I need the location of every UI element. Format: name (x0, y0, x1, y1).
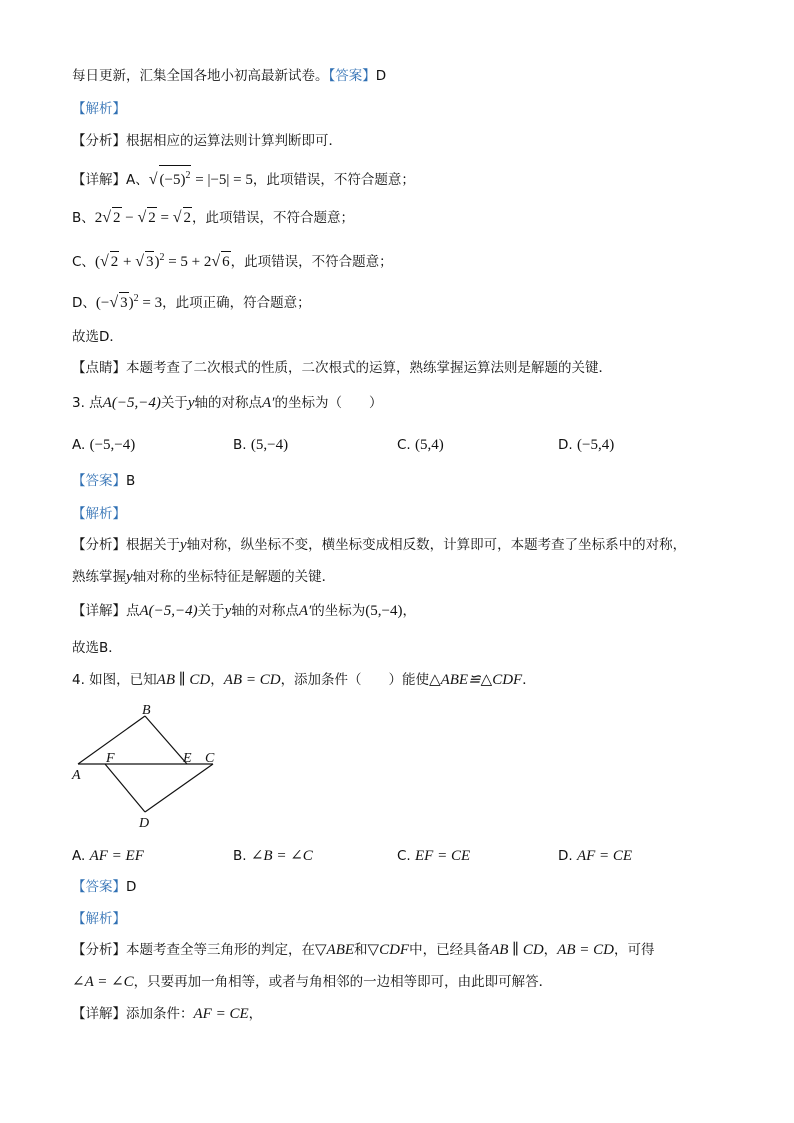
q4-stem (72, 670, 536, 690)
formula-b: 2√ 2 − √ 2 = √ 2 (94, 209, 192, 226)
dianjing-text: 本题考查了二次根式的性质，二次根式的运算，熟练掌握运算法则是解题的关键． (126, 360, 612, 376)
formula-b-note: ，此项错误，不符合题意； (192, 210, 355, 226)
formula-a: √ $(-5)^2 = |-5| = 5$ (149, 172, 253, 188)
q3-stem (72, 393, 382, 413)
triangle-cdf: ▽CDF (367, 942, 410, 958)
option-value: ∠B = ∠C (250, 848, 313, 864)
formula-a-note: ，此项错误，不符合题意； (252, 172, 415, 188)
geometry-figure (70, 700, 230, 830)
q3-option-c[interactable] (397, 435, 444, 455)
xiangjie-tag: 【详解】 (72, 1006, 126, 1022)
segment-fd (105, 764, 145, 812)
option-label: B. (233, 848, 247, 864)
fenxi-text: 根据关于 (126, 537, 180, 553)
q4-text: ． (522, 672, 536, 688)
header-text: 每日更新，汇集全国各地小初高最新试卷。 (72, 68, 329, 84)
fenxi-text: 中，已经具备 (409, 942, 491, 958)
xiangjie-text: 点 (126, 603, 140, 619)
fenxi-text: 和 (354, 942, 368, 958)
q4-option-b[interactable] (233, 846, 313, 866)
header-line (72, 66, 386, 86)
q3-xiangjie-line (72, 601, 416, 621)
segment-be (145, 716, 187, 764)
q4-xiangjie-line (72, 1004, 262, 1024)
axis-y: y (126, 569, 133, 585)
fenxi-text: ， (543, 942, 558, 958)
option-value: (−5,−4) (89, 437, 136, 453)
fenxi-line (72, 131, 342, 151)
q4-number: 4. 如图，已知 (72, 672, 157, 688)
option-label: D、 (72, 295, 96, 311)
q3-answer-line (72, 471, 135, 491)
option-value: (5,4) (415, 437, 444, 453)
angle-condition: ∠A = ∠C (72, 974, 134, 990)
q4-answer-line (72, 877, 136, 897)
option-label: C. (397, 848, 411, 864)
formula-c-note: ，此项错误，不符合题意； (230, 254, 393, 270)
xiangjie-d-line (72, 289, 311, 313)
jiexi-heading: 【解析】 (72, 911, 126, 927)
option-label: A. (72, 437, 86, 453)
fenxi-tag: 【分析】 (72, 537, 126, 553)
q3-point2: A′ (298, 603, 312, 619)
answer-value: D (126, 879, 137, 895)
q4-option-a[interactable] (72, 846, 144, 866)
q4-option-d[interactable] (558, 846, 632, 866)
q3-option-d[interactable] (558, 435, 614, 455)
option-value: (5,−4) (250, 437, 289, 453)
axis-y: y (180, 537, 187, 553)
added-condition: AF = CE (193, 1006, 249, 1022)
formula-d-note: ，此项正确，符合题意； (162, 295, 311, 311)
fenxi-text: 本题考查全等三角形的判定，在 (126, 942, 315, 958)
option-value: AF = EF (89, 848, 144, 864)
condition: AB ∥ CD (490, 942, 544, 958)
result-value: (5,−4) (365, 603, 403, 619)
q4-fenxi-line1 (72, 940, 654, 960)
q4-condition: AB = CD (223, 672, 281, 688)
condition: AB = CD (557, 942, 614, 958)
answer-value: B (126, 473, 136, 489)
xiangjie-text: ， (402, 603, 416, 619)
fenxi-text: 轴对称的坐标特征是解题的关键． (132, 569, 336, 585)
option-label: D. (558, 437, 573, 453)
option-label: B. (233, 437, 247, 453)
fenxi-text: ，可得 (613, 942, 655, 958)
q3-text: 的坐标为（ ） (274, 395, 383, 411)
answer-tag: 【答案】 (72, 473, 126, 489)
fenxi-tag: 【分析】 (72, 942, 126, 958)
xiangjie-a-line (72, 165, 415, 190)
label-f: F (106, 751, 115, 766)
q3-option-b[interactable] (233, 435, 288, 455)
q3-number: 3. 点 (72, 395, 103, 411)
q4-fenxi-line2 (72, 972, 552, 992)
label-c: C (205, 751, 215, 766)
q3-text: 轴的对称点 (194, 395, 262, 411)
option-label: D. (558, 848, 573, 864)
dianjing-tag: 【点睛】 (72, 360, 126, 376)
q4-text: ，添加条件（ ）能使 (280, 672, 430, 688)
xiangjie-text: 关于 (197, 603, 225, 619)
xiangjie-text: 添加条件： (126, 1006, 194, 1022)
fenxi-text: 熟练掌握 (72, 569, 126, 585)
fenxi-text: 根据相应的运算法则计算判断即可． (126, 133, 342, 149)
option-label: A、 (126, 172, 149, 188)
q3-point: A(−5,−4) (102, 395, 161, 411)
xiangjie-c-line (72, 248, 393, 272)
xiangjie-text: 的坐标为 (311, 603, 366, 619)
xiangjie-b-line (72, 207, 354, 228)
answer-value: D (375, 68, 387, 84)
label-b: B (142, 703, 151, 718)
answer-tag: 【答案】 (72, 879, 126, 895)
dianjing-line (72, 358, 612, 378)
label-e: E (183, 751, 192, 766)
option-value: (−5,4) (576, 437, 615, 453)
option-value: EF = CE (415, 848, 471, 864)
label-d: D (139, 816, 150, 830)
label-a: A (72, 768, 81, 783)
option-label: A. (72, 848, 86, 864)
q4-goal: △ABE≌△CDF (429, 672, 523, 688)
formula-d: (−√ 3)$^2$ = 3 (95, 293, 163, 311)
q3-point2: A′ (262, 395, 275, 411)
conclusion: 故选B． (72, 640, 122, 656)
q3-axis: y (187, 395, 195, 411)
triangle-abe: ▽ABE (315, 942, 355, 958)
segment-dc (145, 764, 213, 812)
q3-point: A(−5,−4) (139, 603, 198, 619)
q3-fenxi-line2 (72, 567, 335, 587)
option-label: C. (397, 437, 411, 453)
jiexi-heading: 【解析】 (72, 506, 126, 522)
fenxi-tag: 【分析】 (72, 133, 126, 149)
xiangjie-tag: 【详解】 (72, 603, 126, 619)
option-label: C、 (72, 254, 95, 270)
fenxi-text: ，只要再加一角相等，或者与角相邻的一边相等即可，由此即可解答． (133, 974, 553, 990)
conclusion: 故选D． (72, 329, 123, 345)
answer-tag: 【答案】 (328, 68, 376, 84)
q4-option-c[interactable] (397, 846, 470, 866)
q3-fenxi-line1 (72, 535, 686, 555)
jiexi-heading: 【解析】 (72, 101, 126, 117)
xiangjie-tag: 【详解】 (72, 172, 126, 188)
q3-text: 关于 (160, 395, 188, 411)
option-label: B、 (72, 210, 95, 226)
q4-condition: AB ∥ CD (156, 672, 211, 688)
axis-y: y (224, 603, 232, 619)
q3-option-a[interactable] (72, 435, 135, 455)
option-value: AF = CE (576, 848, 633, 864)
xiangjie-text: ， (248, 1006, 263, 1022)
xiangjie-text: 轴的对称点 (231, 603, 299, 619)
fenxi-text: 轴对称，纵坐标不变，横坐标变成相反数，计算即可，本题考查了坐标系中的对称， (186, 537, 687, 553)
formula-c: (√ 2 + √ 3)$^2$ = 5 + 2√ 6 (94, 252, 230, 270)
q4-text: ， (210, 672, 224, 688)
